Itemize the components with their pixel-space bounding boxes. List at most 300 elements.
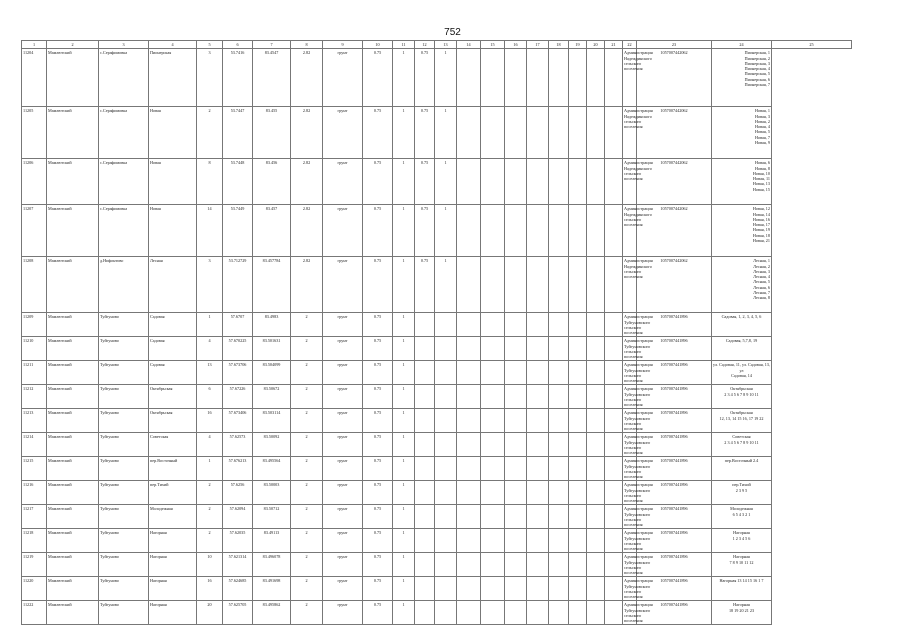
source-address: Новая, 17 <box>752 222 770 227</box>
cell-settlement: Туйгуново <box>99 361 149 385</box>
cell-lat: 57.6707 <box>223 313 253 337</box>
cell-lat: 53.7449 <box>223 205 253 257</box>
cell-ogrn: 1057007442062 <box>637 49 712 107</box>
table-row <box>22 159 852 205</box>
cell-empty <box>457 433 481 457</box>
cell-v14 <box>435 409 457 433</box>
cell-cover: грунт <box>323 107 363 159</box>
source-address: Нагорная 13 14 15 16 1 7 <box>719 578 764 584</box>
cell-empty <box>569 385 587 409</box>
cell-lon: 83.495862 <box>253 601 291 625</box>
cell-street: Новая <box>149 205 197 257</box>
cell-empty <box>605 257 623 313</box>
cell-empty <box>549 481 569 505</box>
source-address: Новая, 18 <box>752 232 770 238</box>
cell-organization: Администрация Туйгуновского сельского поселения <box>624 578 653 599</box>
cell-empty <box>569 337 587 361</box>
cell-id: 11216 <box>22 481 47 505</box>
cell-empty <box>587 159 605 205</box>
cell-vol: 0.75 <box>363 49 393 107</box>
cell-cover: грунт <box>323 457 363 481</box>
cell-street: Октябрьская <box>149 385 197 409</box>
cell-lat: 57.6256 <box>223 481 253 505</box>
cell-lat: 57.621314 <box>223 553 253 577</box>
cell-area: 2 <box>291 481 323 505</box>
cell-vol: 0.75 <box>363 159 393 205</box>
source-address: Октябрьская <box>730 410 753 416</box>
column-number: 23 <box>637 41 712 49</box>
cell-v13 <box>415 337 435 361</box>
source-address: Пионерская, 7 <box>744 81 770 87</box>
cell-vol: 0.75 <box>363 361 393 385</box>
cell-area: 2.82 <box>291 159 323 205</box>
source-address: Новая, 1 <box>754 108 770 114</box>
source-address: Октябрьская <box>730 386 753 392</box>
cell-v14 <box>435 457 457 481</box>
source-address: Новая, 14 <box>752 211 770 217</box>
cell-settlement: Туйгуново <box>99 553 149 577</box>
cell-lon: 83.4983 <box>253 313 291 337</box>
cell-house: 2 <box>197 529 223 553</box>
cell-lon: 83.457784 <box>253 257 291 313</box>
cell-house: 8 <box>197 159 223 205</box>
cell-organization: Администрация Туйгуновского сельского поселения <box>624 362 653 383</box>
cell-cnt: 1 <box>393 49 415 107</box>
cell-empty <box>457 553 481 577</box>
source-address: Пионерская, 3 <box>744 60 770 66</box>
cell-v14 <box>435 529 457 553</box>
cell-empty <box>481 385 505 409</box>
source-address: 2 3 4 5 6 7 8 9 10 11 <box>724 439 759 445</box>
cell-empty <box>457 577 481 601</box>
cell-ogrn: 1057007441896 <box>637 505 712 529</box>
cell-empty <box>605 107 623 159</box>
table-row <box>22 553 852 577</box>
cell-empty <box>569 481 587 505</box>
cell-empty <box>527 433 549 457</box>
cell-v13: 0.75 <box>415 107 435 159</box>
cell-empty <box>457 385 481 409</box>
cell-empty <box>527 205 549 257</box>
cell-v14 <box>435 433 457 457</box>
cell-cnt: 1 <box>393 159 415 205</box>
column-number: 22 <box>623 41 637 49</box>
column-number: 21 <box>605 41 623 49</box>
cell-sources <box>712 577 772 601</box>
cell-area: 2 <box>291 409 323 433</box>
cell-organization: Администрация Туйгуновского сельского поселения <box>624 434 653 455</box>
cell-empty <box>549 337 569 361</box>
source-address: Пионерская, 2 <box>744 55 770 61</box>
cell-area: 2 <box>291 313 323 337</box>
cell-sources <box>712 49 772 107</box>
cell-empty <box>605 409 623 433</box>
cell-cnt: 1 <box>393 553 415 577</box>
cell-settlement: Туйгуново <box>99 457 149 481</box>
cell-empty <box>587 49 605 107</box>
source-address: Лесная, 1 <box>753 258 770 264</box>
cell-lon: 83.504099 <box>253 361 291 385</box>
cell-cover: грунт <box>323 313 363 337</box>
cell-v13 <box>415 361 435 385</box>
cell-sources <box>712 159 772 205</box>
cell-empty <box>569 529 587 553</box>
cell-area: 2.82 <box>291 49 323 107</box>
cell-house: 4 <box>197 433 223 457</box>
source-address: Садовая, 14 <box>731 372 752 378</box>
cell-settlement: Туйгуново <box>99 409 149 433</box>
cell-empty <box>569 107 587 159</box>
cell-cnt: 1 <box>393 505 415 529</box>
cell-empty <box>527 553 549 577</box>
cell-empty <box>569 49 587 107</box>
cell-sources <box>712 205 772 257</box>
cell-district: Мамлютский <box>47 313 99 337</box>
column-number: 20 <box>587 41 605 49</box>
cell-empty <box>587 361 605 385</box>
source-address: Молодежная <box>730 506 753 512</box>
cell-empty <box>527 159 549 205</box>
cell-empty <box>605 49 623 107</box>
cell-v14: 1 <box>435 205 457 257</box>
cell-cover: грунт <box>323 505 363 529</box>
cell-house: 3 <box>197 49 223 107</box>
cell-house: 14 <box>197 205 223 257</box>
cell-cover: грунт <box>323 337 363 361</box>
cell-house: 16 <box>197 577 223 601</box>
cell-id: 11205 <box>22 107 47 159</box>
cell-empty <box>605 505 623 529</box>
cell-empty <box>605 313 623 337</box>
cell-organization: Администрация Надеждинского сельского поселения <box>623 257 637 313</box>
cell-sources <box>712 385 772 409</box>
cell-id: 11217 <box>22 505 47 529</box>
cell-organization: Администрация Туйгуновского сельского поселения <box>624 338 653 359</box>
cell-lon: 83.4547 <box>253 49 291 107</box>
column-number: 5 <box>197 41 223 49</box>
column-number: 17 <box>527 41 549 49</box>
table-row <box>22 601 852 625</box>
cell-empty <box>549 385 569 409</box>
cell-cover: грунт <box>323 159 363 205</box>
cell-vol: 0.75 <box>363 313 393 337</box>
cell-settlement: Туйгуново <box>99 529 149 553</box>
cell-empty <box>457 337 481 361</box>
cell-empty <box>587 601 605 625</box>
cell-empty <box>505 553 527 577</box>
cell-empty <box>587 107 605 159</box>
cell-empty <box>605 159 623 205</box>
cell-v13 <box>415 433 435 457</box>
cell-empty <box>505 159 527 205</box>
cell-street: Пионерская <box>149 49 197 107</box>
cell-district: Мамлютский <box>47 205 99 257</box>
cell-street: Нагорная <box>149 553 197 577</box>
column-number: 4 <box>149 41 197 49</box>
cell-v14 <box>435 385 457 409</box>
cell-organization: Администрация Туйгуновского сельского поселения <box>624 506 653 527</box>
table-row <box>22 505 852 529</box>
cell-district: Мамлютский <box>47 481 99 505</box>
cell-sources <box>712 313 772 337</box>
cell-v14: 1 <box>435 49 457 107</box>
table-row <box>22 385 852 409</box>
cell-sources <box>712 601 772 625</box>
column-number: 10 <box>363 41 393 49</box>
cell-id: 11213 <box>22 409 47 433</box>
cell-empty <box>549 409 569 433</box>
cell-id: 11215 <box>22 457 47 481</box>
cell-district: Мамлютский <box>47 529 99 553</box>
source-address: Новая, 11 <box>753 176 770 181</box>
cell-lon: 83.503114 <box>253 409 291 433</box>
column-number: 1 <box>22 41 47 49</box>
cell-v13 <box>415 529 435 553</box>
cell-cnt: 1 <box>393 361 415 385</box>
source-address: 7 8 9 10 11 12 <box>729 559 754 565</box>
cell-ogrn: 1057007441896 <box>637 385 712 409</box>
cell-area: 2 <box>291 505 323 529</box>
source-address: Садовая, 1, 2, 3, 4, 5, 6 <box>721 314 762 320</box>
cell-empty <box>481 107 505 159</box>
source-address: Новая, 2 <box>754 118 770 124</box>
source-address: Новая, 15 <box>752 186 770 192</box>
cell-organization: Администрация Туйгуновского сельского поселения <box>624 602 653 623</box>
cell-empty <box>549 601 569 625</box>
cell-organization: Администрация Надеждинского сельского поселения <box>623 159 637 205</box>
cell-empty <box>569 457 587 481</box>
cell-empty <box>549 553 569 577</box>
source-address: 18 19 20 21 23 <box>728 607 755 613</box>
cell-empty <box>605 361 623 385</box>
cell-empty <box>549 505 569 529</box>
cell-ogrn: 1057007441896 <box>637 361 712 385</box>
cell-street: Садовая <box>149 337 197 361</box>
cell-empty <box>549 313 569 337</box>
cell-sources <box>712 529 772 553</box>
source-address: Лесная, 4 <box>753 274 770 279</box>
cell-empty <box>505 257 527 313</box>
cell-house: 1 <box>197 457 223 481</box>
cell-empty <box>605 601 623 625</box>
cell-empty <box>457 159 481 205</box>
cell-area: 2 <box>291 457 323 481</box>
cell-ogrn: 1057007442062 <box>637 257 712 313</box>
cell-empty <box>587 577 605 601</box>
cell-cnt: 1 <box>393 577 415 601</box>
cell-house: 1 <box>197 313 223 337</box>
cell-settlement: Туйгуново <box>99 577 149 601</box>
cell-empty <box>457 205 481 257</box>
cell-empty <box>481 337 505 361</box>
cell-vol: 0.75 <box>363 385 393 409</box>
column-number: 11 <box>393 41 415 49</box>
cell-district: Мамлютский <box>47 409 99 433</box>
cell-empty <box>505 481 527 505</box>
cell-ogrn: 1057007441896 <box>637 553 712 577</box>
cell-cnt: 1 <box>393 257 415 313</box>
cell-empty <box>527 313 549 337</box>
cell-ogrn: 1057007441896 <box>637 481 712 505</box>
cell-empty <box>481 457 505 481</box>
cell-street: Нагорная <box>149 577 197 601</box>
column-number: 24 <box>712 41 772 49</box>
table-row <box>22 361 852 385</box>
cell-vol: 0.75 <box>363 529 393 553</box>
cell-empty <box>527 601 549 625</box>
cell-lon: 83.49113 <box>253 529 291 553</box>
cell-vol: 0.75 <box>363 107 393 159</box>
cell-v14 <box>435 361 457 385</box>
column-number: 12 <box>415 41 435 49</box>
source-address: Пионерская, 4 <box>744 66 770 71</box>
cell-empty <box>505 361 527 385</box>
source-address: Новая, 10 <box>752 170 770 176</box>
cell-sources <box>712 409 772 433</box>
cell-district: Мамлютский <box>47 107 99 159</box>
cell-area: 2.82 <box>291 205 323 257</box>
source-address: Нагорная <box>733 530 750 536</box>
cell-empty <box>549 577 569 601</box>
source-address: Лесная, 6 <box>753 284 770 290</box>
cell-district: Мамлютский <box>47 361 99 385</box>
source-address: 1 2 3 4 5 6 <box>732 535 751 541</box>
cell-empty <box>549 205 569 257</box>
cell-lat: 53.7447 <box>223 107 253 159</box>
cell-lon: 83.457 <box>253 205 291 257</box>
cell-empty <box>549 361 569 385</box>
cell-empty <box>605 481 623 505</box>
cell-empty <box>527 385 549 409</box>
cell-house: 2 <box>197 107 223 159</box>
cell-vol: 0.75 <box>363 433 393 457</box>
cell-lon: 83.496078 <box>253 553 291 577</box>
source-address: Лесная, 7 <box>753 289 770 295</box>
cell-street: пер.Восточный <box>149 457 197 481</box>
page-number: 752 <box>444 27 461 38</box>
cell-settlement: Туйгуново <box>99 601 149 625</box>
cell-sources <box>712 481 772 505</box>
column-number: 3 <box>99 41 149 49</box>
cell-empty <box>527 49 549 107</box>
column-number: 8 <box>291 41 323 49</box>
cell-empty <box>587 205 605 257</box>
cell-v14 <box>435 481 457 505</box>
cell-vol: 0.75 <box>363 257 393 313</box>
cell-id: 11219 <box>22 553 47 577</box>
source-address: Новая, 16 <box>752 216 770 222</box>
column-number: 2 <box>47 41 99 49</box>
table-row <box>22 313 852 337</box>
cell-empty <box>505 385 527 409</box>
cell-district: Мамлютский <box>47 457 99 481</box>
cell-v13 <box>415 505 435 529</box>
source-address: Новая, 19 <box>752 227 770 233</box>
cell-empty <box>505 313 527 337</box>
cell-empty <box>569 205 587 257</box>
cell-empty <box>605 385 623 409</box>
column-number-row <box>22 41 852 49</box>
cell-settlement: Туйгуново <box>99 505 149 529</box>
cell-vol: 0.75 <box>363 601 393 625</box>
cell-cnt: 1 <box>393 457 415 481</box>
cell-cover: грунт <box>323 257 363 313</box>
cell-organization: Администрация Туйгуновского сельского поселения <box>624 482 653 503</box>
cell-sources <box>712 457 772 481</box>
cell-sources <box>712 505 772 529</box>
cell-organization: Администрация Надеждинского сельского поселения <box>623 205 637 257</box>
cell-cover: грунт <box>323 205 363 257</box>
table-row <box>22 337 852 361</box>
cell-district: Мамлютский <box>47 385 99 409</box>
cell-organization: Администрация Туйгуновского сельского поселения <box>624 554 653 575</box>
cell-area: 2.82 <box>291 257 323 313</box>
source-address: Новая, 4 <box>754 124 770 129</box>
cell-organization: Администрация Туйгуновского сельского поселения <box>624 530 653 551</box>
column-number: 19 <box>569 41 587 49</box>
cell-settlement: д.Нифонтово <box>99 257 149 313</box>
cell-id: 11204 <box>22 49 47 107</box>
column-number: 13 <box>435 41 457 49</box>
cell-id: 11208 <box>22 257 47 313</box>
cell-empty <box>587 257 605 313</box>
source-address: Новая, 12 <box>752 206 770 212</box>
column-number: 25 <box>772 41 852 49</box>
source-address: 2 3 4 5 6 7 8 9 10 11 <box>724 391 759 397</box>
cell-empty <box>549 107 569 159</box>
cell-vol: 0.75 <box>363 505 393 529</box>
cell-vol: 0.75 <box>363 457 393 481</box>
cell-v13 <box>415 457 435 481</box>
cell-v13 <box>415 601 435 625</box>
column-number: 16 <box>505 41 527 49</box>
cell-sources <box>712 361 772 385</box>
cell-ogrn: 1057007441896 <box>637 529 712 553</box>
cell-empty <box>549 49 569 107</box>
cell-ogrn: 1057007441896 <box>637 433 712 457</box>
cell-district: Мамлютский <box>47 505 99 529</box>
cell-settlement: с.Серафимовка <box>99 107 149 159</box>
cell-vol: 0.75 <box>363 553 393 577</box>
cell-empty <box>481 361 505 385</box>
cell-lon: 83.495564 <box>253 457 291 481</box>
cell-empty <box>527 529 549 553</box>
cell-area: 2 <box>291 385 323 409</box>
cell-empty <box>481 577 505 601</box>
cell-cover: грунт <box>323 385 363 409</box>
source-address: Новая, 13 <box>752 181 770 187</box>
cell-area: 2 <box>291 601 323 625</box>
cell-lon: 83.501631 <box>253 337 291 361</box>
cell-empty <box>527 457 549 481</box>
source-address: Нагорная <box>733 602 750 608</box>
cell-area: 2 <box>291 577 323 601</box>
cell-v13 <box>415 313 435 337</box>
cell-cnt: 1 <box>393 433 415 457</box>
column-number: 14 <box>457 41 481 49</box>
cell-organization: Администрация Туйгуновского сельского поселения <box>624 458 653 479</box>
cell-ogrn: 1057007442062 <box>637 159 712 205</box>
cell-district: Мамлютский <box>47 577 99 601</box>
cell-lon: 83.455 <box>253 107 291 159</box>
cell-cover: грунт <box>323 577 363 601</box>
cell-v14 <box>435 337 457 361</box>
cell-v13: 0.75 <box>415 159 435 205</box>
cell-empty <box>481 601 505 625</box>
cell-empty <box>505 49 527 107</box>
table-row <box>22 257 852 313</box>
cell-empty <box>527 577 549 601</box>
